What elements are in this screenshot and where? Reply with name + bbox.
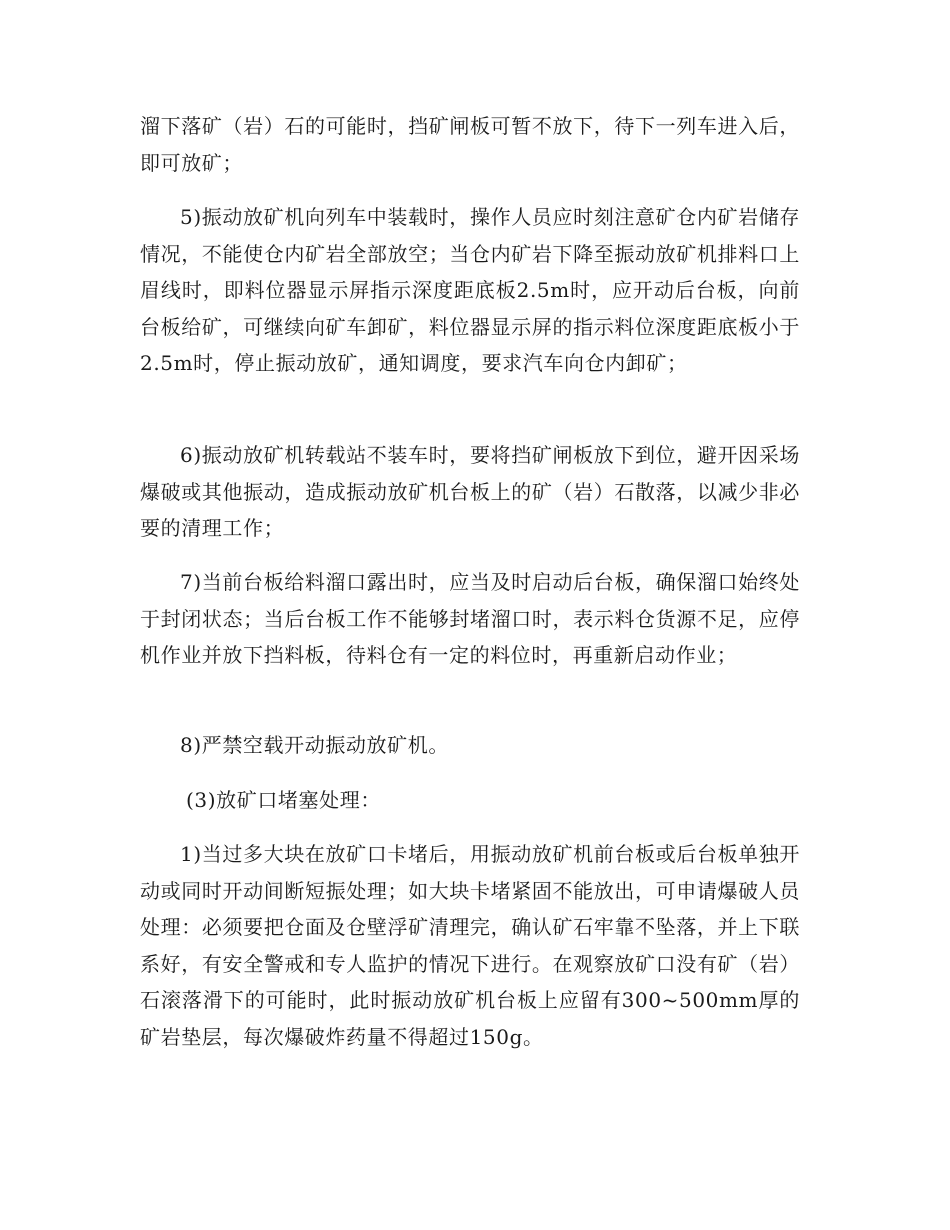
section-heading-3 bbox=[140, 782, 800, 819]
paragraph-continuation bbox=[140, 108, 800, 181]
paragraph-item-6 bbox=[140, 437, 800, 547]
paragraph-text: 8)严禁空载开动振动放矿机。 bbox=[180, 733, 449, 757]
paragraph-text: 5)振动放矿机向列车中装载时，操作人员应时刻注意矿仓内矿岩储存情况，不能使仓内矿岩全部放空；当仓内矿岩下降至振动放矿机排料口上眉线时，即料位器显示屏指示深度距底板2.5m时，应开动后台板，向前台板给矿，可继续向矿车卸矿，料位器显示屏的指示料位深度距底板小于2.5m时，停止振动放矿，通知调度，要求汽车向仓内卸矿； bbox=[140, 205, 800, 375]
paragraph-text: 1)当过多大块在放矿口卡堵后，用振动放矿机前台板或后台板单独开动或同时开动间断短振处理；如大块卡堵紧固不能放出，可申请爆破人员处理：必须要把仓面及仓壁浮矿清理完，确认矿石牢靠不坠落，并上下联系好，有安全警戒和专人监护的情况下进行。在观察放矿口没有矿（岩）石滚落滑下的可能时，此时振动放矿机台板上应留有300~500mm厚的矿岩垫层，每次爆破炸药量不得超过150g。 bbox=[140, 842, 800, 1049]
paragraph-item-7 bbox=[140, 564, 800, 674]
paragraph-item-1 bbox=[140, 836, 800, 1055]
paragraph-item-8 bbox=[140, 727, 800, 764]
paragraph-text: 7)当前台板给料溜口露出时，应当及时启动后台板，确保溜口始终处于封闭状态；当后台板工作不能够封堵溜口时，表示料仓货源不足，应停机作业并放下挡料板，待料仓有一定的料位时，再重新启动作业； bbox=[140, 570, 800, 667]
paragraph-text: 6)振动放矿机转载站不装车时，要将挡矿闸板放下到位，避开因采场爆破或其他振动，造成振动放矿机台板上的矿（岩）石散落，以减少非必要的清理工作； bbox=[140, 443, 800, 540]
section-heading-text: (3)放矿口堵塞处理： bbox=[186, 788, 381, 812]
paragraph-text: 溜下落矿（岩）石的可能时，挡矿闸板可暂不放下，待下一列车进入后，即可放矿； bbox=[140, 114, 800, 175]
paragraph-item-5 bbox=[140, 199, 800, 382]
